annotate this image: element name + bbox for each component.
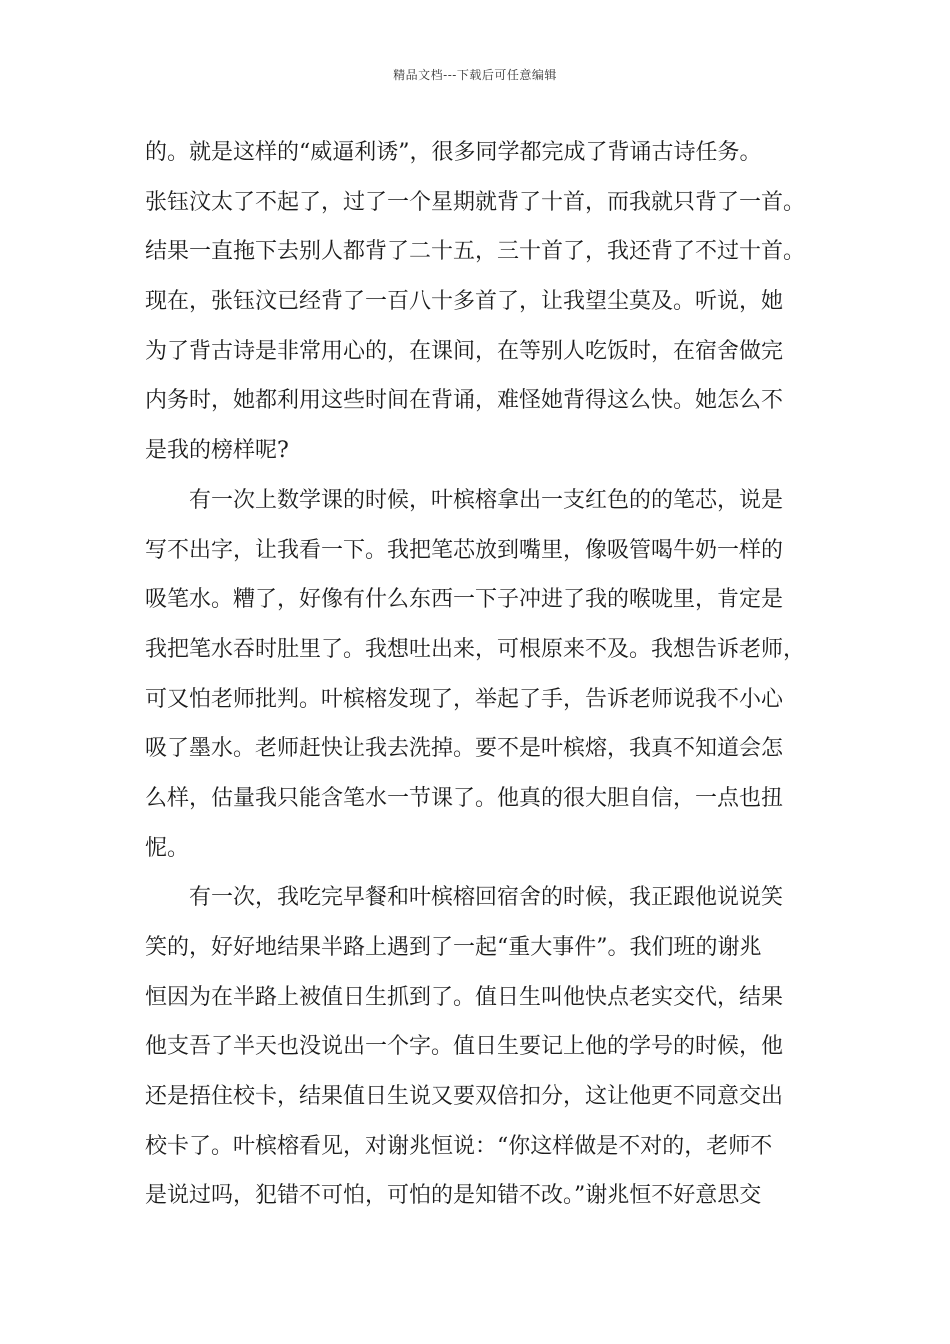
text-line: 内务时，她都利用这些时间在背诵，难怪她背得这么快。她怎么不 xyxy=(145,388,784,414)
text-line: 我把笔水吞时肚里了。我想吐出来，可根原来不及。我想告诉老师， xyxy=(145,636,806,662)
text-line: 笑的，好好地结果半路上遇到了一起“重大事件”。我们班的谢兆 xyxy=(145,935,762,960)
text-line: 可又怕老师批判。叶槟榕发现了，举起了手，告诉老师说我不小心 xyxy=(145,686,784,712)
text-line: 是说过吗，犯错不可怕，可怕的是知错不改。”谢兆恒不好意思交 xyxy=(145,1183,762,1209)
paragraph-start-line: 有一次上数学课的时候，叶槟榕拿出一支红色的的笔芯，说是 xyxy=(189,487,784,513)
text-line: 结果一直拖下去别人都背了二十五，三十首了，我还背了不过十首。 xyxy=(145,239,806,265)
text-line: 是我的榜样呢? xyxy=(145,438,289,464)
text-line: 校卡了。叶槟榕看见，对谢兆恒说：“你这样做是不对的，老师不 xyxy=(145,1133,773,1159)
text-line: 么样，估量我只能含笔水一节课了。他真的很大胆自信，一点也扭 xyxy=(145,785,784,811)
text-line: 为了背古诗是非常用心的，在课间，在等别人吃饭时，在宿舍做完 xyxy=(145,338,784,364)
body-text xyxy=(145,128,835,1221)
text-line: 张钰汶太了不起了，过了一个星期就背了十首，而我就只背了一首。 xyxy=(145,189,806,215)
text-line: 怩。 xyxy=(145,835,190,861)
text-line: 吸了墨水。老师赶快让我去洗掉。要不是叶槟熔，我真不知道会怎 xyxy=(145,736,784,762)
text-line: 吸笔水。糟了，好像有什么东西一下子冲进了我的喉咙里，肯定是 xyxy=(145,587,784,613)
text-line: 写不出字，让我看一下。我把笔芯放到嘴里，像吸管喝牛奶一样的 xyxy=(145,537,784,563)
text-line: 的。就是这样的“威逼利诱”，很多同学都完成了背诵古诗任务。 xyxy=(145,140,762,165)
page-header: 精品文档---下载后可任意编辑 xyxy=(393,68,557,82)
text-line: 现在，张钰汶已经背了一百八十多首了，让我望尘莫及。听说，她 xyxy=(145,289,784,315)
text-line: 还是捂住校卡，结果值日生说又要双倍扣分，这让他更不同意交出 xyxy=(145,1084,784,1110)
text-line: 恒因为在半路上被值日生抓到了。值日生叫他快点老实交代，结果 xyxy=(145,984,784,1010)
paragraph-start-line: 有一次，我吃完早餐和叶槟榕回宿舍的时候，我正跟他说说笑 xyxy=(189,885,784,911)
text-line: 他支吾了半天也没说出一个字。值日生要记上他的学号的时候，他 xyxy=(145,1034,784,1060)
